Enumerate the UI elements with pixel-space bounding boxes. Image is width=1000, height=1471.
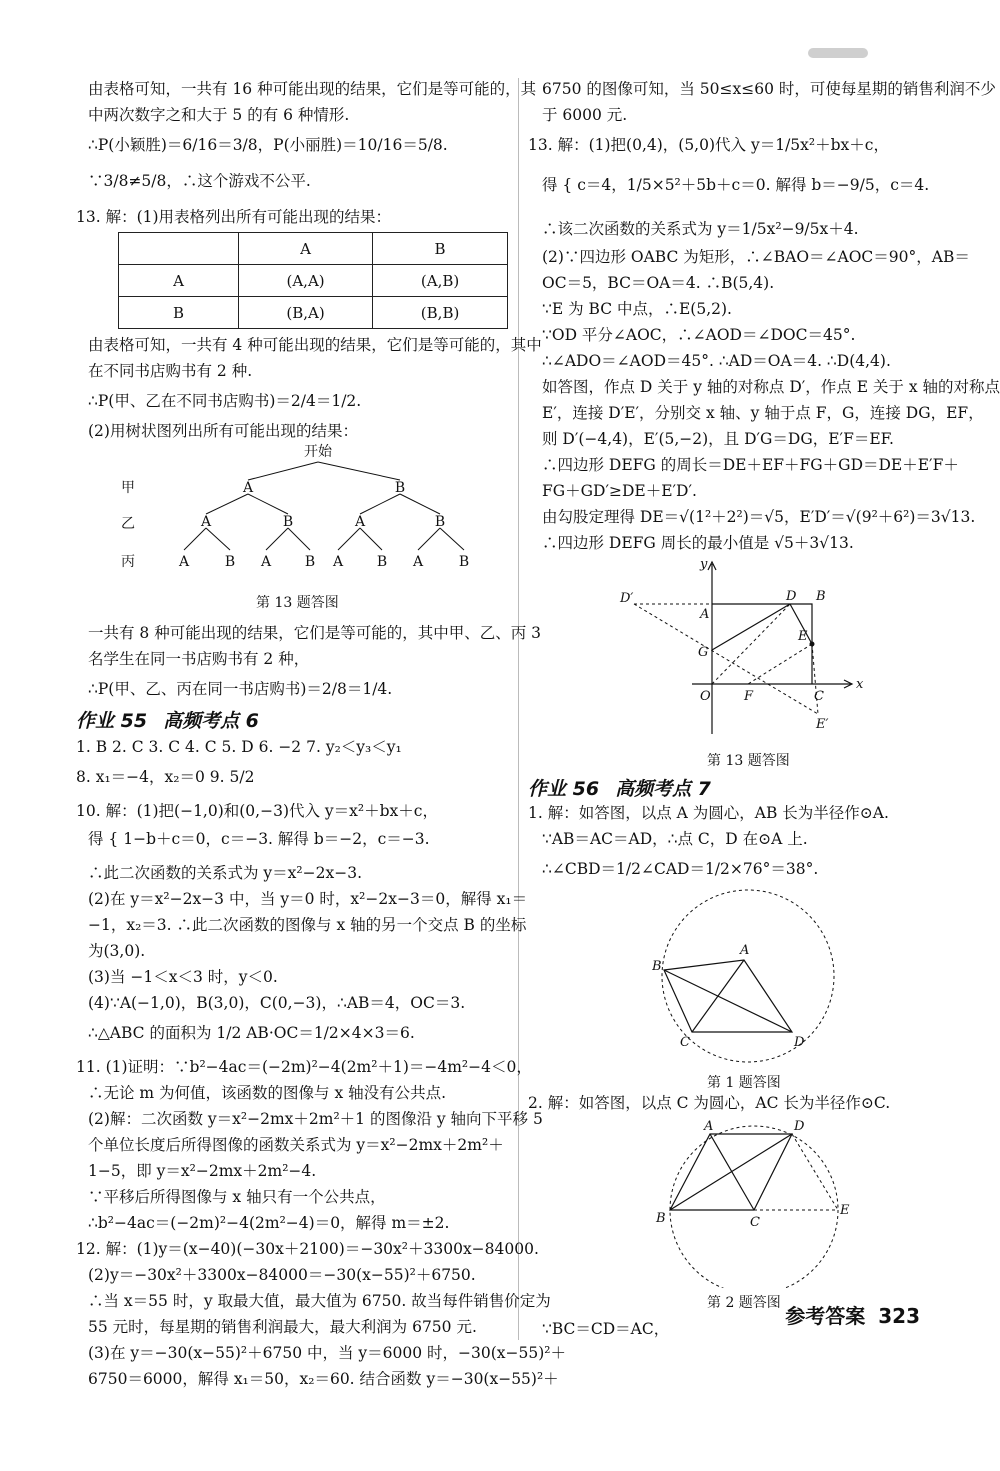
tree-leaf: A — [332, 554, 344, 570]
tree-leaf: B — [224, 554, 236, 570]
table-cell: (A,A) — [239, 265, 373, 297]
text-line: 6750 的图像可知，当 50≤x≤60 时，可使每星期的销售利润不少 — [542, 80, 996, 98]
table-cell: (B,B) — [373, 297, 508, 329]
question-13-intro: 13. 解：(1)用表格列出所有可能出现的结果： — [76, 208, 392, 226]
text-line: 则 D′(−4,4)，E′(5,−2)，且 D′G＝DG，E′F＝EF. — [542, 430, 894, 448]
table-cell: (A,B) — [373, 265, 508, 297]
circle-figure-1 — [652, 886, 852, 1066]
point-label: C — [680, 1035, 690, 1050]
tree-leaf: A — [178, 554, 190, 570]
text-line: 1−5，即 y＝x²−2mx＋2m²−4. — [88, 1162, 317, 1180]
text-line: 中两次数字之和大于 5 的有 6 种情形. — [88, 106, 350, 124]
text-line: −1，x₂＝3. ∴此二次函数的图像与 x 轴的另一个交点 B 的坐标 — [88, 916, 527, 934]
text-line: ∴P(甲、乙在不同书店购书)＝2/4＝1/2. — [88, 392, 362, 410]
text-line: (4)∵A(−1,0)，B(3,0)，C(0,−3)，∴AB＝4，OC＝3. — [88, 994, 466, 1012]
table-cell: B — [119, 297, 239, 329]
point-label: A — [700, 607, 710, 622]
table-row — [119, 233, 508, 265]
tree-leaf: A — [412, 554, 424, 570]
tree-node: A — [242, 480, 254, 496]
text-line: (2)∵四边形 OABC 为矩形，∴∠BAO＝∠AOC＝90°，AB＝ — [542, 248, 970, 266]
text-line: 10. 解：(1)把(−1,0)和(0,−3)代入 y＝x²＋bx＋c， — [76, 802, 438, 820]
tree-row-label: 甲 — [121, 480, 135, 496]
text-line: ∵OD 平分∠AOC，∴∠AOD＝∠DOC＝45°. — [542, 326, 856, 344]
tree-leaf: B — [304, 554, 316, 570]
point-label: D — [786, 589, 797, 604]
text-line: (3)在 y＝−30(x−55)²＋6750 中，当 y＝6000 时，−30(x−55)²＋ — [88, 1344, 567, 1362]
text-line: ∴b²−4ac＝(−2m)²−4(2m²−4)＝0，解得 m＝±2. — [88, 1214, 450, 1232]
figure-caption: 第 1 题答图 — [707, 1075, 781, 1091]
point-label: G — [698, 645, 709, 660]
section-number: 作业 56 — [528, 778, 600, 800]
text-line: ∴此二次函数的关系式为 y＝x²−2x−3. — [88, 864, 363, 882]
tree-node: B — [394, 480, 406, 496]
tree-leaf: B — [458, 554, 470, 570]
point-label: E — [840, 1203, 850, 1218]
text-line: 由勾股定理得 DE＝√(1²＋2²)＝√5，E′D′＝√(9²＋6²)＝3√13. — [542, 508, 976, 526]
text-line: ∴该二次函数的关系式为 y＝1/5x²−9/5x＋4. — [542, 220, 859, 238]
point-label: D — [794, 1035, 805, 1050]
axis-label: x — [856, 677, 864, 692]
text-line: ∴当 x＝55 时，y 取最大值，最大值为 6750. 故当每件销售价定为 — [88, 1292, 551, 1310]
column-divider — [518, 78, 519, 1340]
text-line: 6750＝6000，解得 x₁＝50，x₂＝60. 结合函数 y＝−30(x−55)²＋ — [88, 1370, 559, 1388]
page-number: 323 — [878, 1304, 920, 1328]
text-line: (2)用树状图列出所有可能出现的结果： — [88, 422, 358, 440]
footer-label: 参考答案 — [785, 1304, 866, 1328]
text-line: ∴无论 m 为何值，该函数的图像与 x 轴没有公共点. — [88, 1084, 447, 1102]
section-topic: 高频考点 6 — [163, 710, 259, 732]
text-line: 由表格可知，一共有 4 种可能出现的结果，它们是等可能的，其中 — [88, 336, 542, 354]
text-line: FG＋GD′≥DE＋E′D′. — [542, 482, 697, 500]
point-label: E′ — [816, 717, 829, 732]
text-line: ∵BC＝CD＝AC， — [542, 1320, 670, 1338]
point-label: B — [816, 589, 826, 604]
text-line: 得 { 1−b＋c＝0，c＝−3. 解得 b＝−2，c＝−3. — [88, 830, 430, 848]
text-line: ∵AB＝AC＝AD，∴点 C，D 在⊙A 上. — [542, 830, 808, 848]
text-line: 一共有 8 种可能出现的结果，它们是等可能的，其中甲、乙、丙 3 — [88, 624, 542, 642]
text-line: ∴四边形 DEFG 周长的最小值是 √5＋3√13. — [542, 534, 854, 552]
tree-node: B — [282, 514, 294, 530]
point-label: D — [794, 1119, 805, 1134]
point-label: A — [740, 943, 750, 958]
tree-row-label: 乙 — [121, 516, 135, 532]
text-line: ∴∠ADO＝∠AOD＝45°. ∴AD＝OA＝4. ∴D(4,4). — [542, 352, 891, 370]
text-line: ∵3/8≠5/8，∴这个游戏不公平. — [88, 172, 311, 190]
text-line: OC＝5，BC＝OA＝4. ∴B(5,4). — [542, 274, 775, 292]
tree-leaf: B — [376, 554, 388, 570]
text-line: 得 { c＝4，1/5×5²＋5b＋c＝0. 解得 b＝−9/5，c＝4. — [542, 176, 930, 194]
axis-label: y — [700, 557, 708, 572]
coordinate-figure — [612, 556, 872, 736]
text-line: 如答图，作点 D 关于 y 轴的对称点 D′，作点 E 关于 x 轴的对称点 — [542, 378, 1000, 396]
top-decoration — [808, 48, 868, 58]
tree-node: B — [434, 514, 446, 530]
tree-diagram — [118, 442, 498, 582]
tree-node: A — [354, 514, 366, 530]
tree-leaf: A — [260, 554, 272, 570]
point-label: D′ — [620, 591, 634, 606]
point-label: C — [814, 689, 824, 704]
text-line: 个单位长度后所得图像的函数关系式为 y＝x²−2mx＋2m²＋ — [88, 1136, 504, 1154]
result-table — [118, 232, 508, 329]
section-heading-55 — [76, 706, 275, 733]
figure-caption: 第 13 题答图 — [256, 595, 339, 611]
figure-caption: 第 13 题答图 — [707, 753, 790, 769]
text-line: ∴四边形 DEFG 的周长＝DE＋EF＋FG＋GD＝DE＋E′F＋ — [542, 456, 959, 474]
point-label: E — [798, 629, 808, 644]
table-cell: A — [119, 265, 239, 297]
point-label: F — [744, 689, 754, 704]
text-line: 由表格可知，一共有 16 种可能出现的结果，它们是等可能的，其 — [88, 80, 537, 98]
table-cell: A — [239, 233, 373, 265]
text-line: ∵E 为 BC 中点，∴E(5,2). — [542, 300, 732, 318]
text-line: 在不同书店购书有 2 种. — [88, 362, 253, 380]
text-line: E′，连接 D′E′，分别交 x 轴、y 轴于点 F，G，连接 DG，EF， — [542, 404, 984, 422]
tree-row-label: 丙 — [121, 554, 135, 570]
tree-node: A — [200, 514, 212, 530]
answer-line: 1. B 2. C 3. C 4. C 5. D 6. −2 7. y₂＜y₃＜y₁ — [76, 738, 402, 756]
text-line: ∴P(小颖胜)＝6/16＝3/8，P(小丽胜)＝10/16＝5/8. — [88, 136, 448, 154]
text-line: 13. 解：(1)把(0,4)，(5,0)代入 y＝1/5x²＋bx＋c， — [528, 136, 889, 154]
text-line: ∴∠CBD＝1/2∠CAD＝1/2×76°＝38°. — [542, 860, 819, 878]
text-line: ∴△ABC 的面积为 1/2 AB·OC＝1/2×4×3＝6. — [88, 1024, 415, 1042]
text-line: 55 元时，每星期的销售利润最大，最大利润为 6750 元. — [88, 1318, 477, 1336]
text-line: 1. 解：如答图，以点 A 为圆心，AB 长为半径作⊙A. — [528, 804, 889, 822]
table-row — [119, 297, 508, 329]
point-label: C — [750, 1215, 760, 1230]
text-line: 12. 解：(1)y＝(x−40)(−30x＋2100)＝−30x²＋3300x−84000. — [76, 1240, 539, 1258]
text-line: (2)y＝−30x²＋3300x−84000＝−30(x−55)²＋6750. — [88, 1266, 476, 1284]
text-line: ∴P(甲、乙、丙在同一书店购书)＝2/8＝1/4. — [88, 680, 393, 698]
text-line: (2)在 y＝x²−2x−3 中，当 y＝0 时，x²−2x−3＝0，解得 x₁＝ — [88, 890, 528, 908]
table-cell — [119, 233, 239, 265]
table-row — [119, 265, 508, 297]
text-line: (2)解：二次函数 y＝x²−2mx＋2m²＋1 的图像沿 y 轴向下平移 5 — [88, 1110, 543, 1128]
tree-start: 开始 — [304, 444, 332, 460]
section-number: 作业 55 — [76, 710, 148, 732]
point-label: B — [656, 1211, 666, 1226]
text-line: 为(3,0). — [88, 942, 146, 960]
figure-caption: 第 2 题答图 — [707, 1295, 781, 1311]
circle-figure-2 — [650, 1118, 850, 1288]
answer-line: 8. x₁＝−4，x₂＝0 9. 5/2 — [76, 768, 255, 786]
text-line: (3)当 −1＜x＜3 时，y＜0. — [88, 968, 278, 986]
section-heading-56 — [528, 774, 727, 801]
text-line: 名学生在同一书店购书有 2 种， — [88, 650, 310, 668]
table-cell: B — [373, 233, 508, 265]
page-footer — [785, 1300, 920, 1329]
point-label: A — [704, 1119, 714, 1134]
point-label: B — [652, 959, 662, 974]
text-line: 于 6000 元. — [542, 106, 628, 124]
point-label: O — [700, 689, 711, 704]
section-topic: 高频考点 7 — [615, 778, 711, 800]
text-line: 2. 解：如答图，以点 C 为圆心，AC 长为半径作⊙C. — [528, 1094, 891, 1112]
table-cell: (B,A) — [239, 297, 373, 329]
text-line: ∵平移后所得图像与 x 轴只有一个公共点， — [88, 1188, 386, 1206]
text-line: 11. (1)证明：∵b²−4ac＝(−2m)²−4(2m²＋1)＝−4m²−4＜0， — [76, 1058, 532, 1076]
